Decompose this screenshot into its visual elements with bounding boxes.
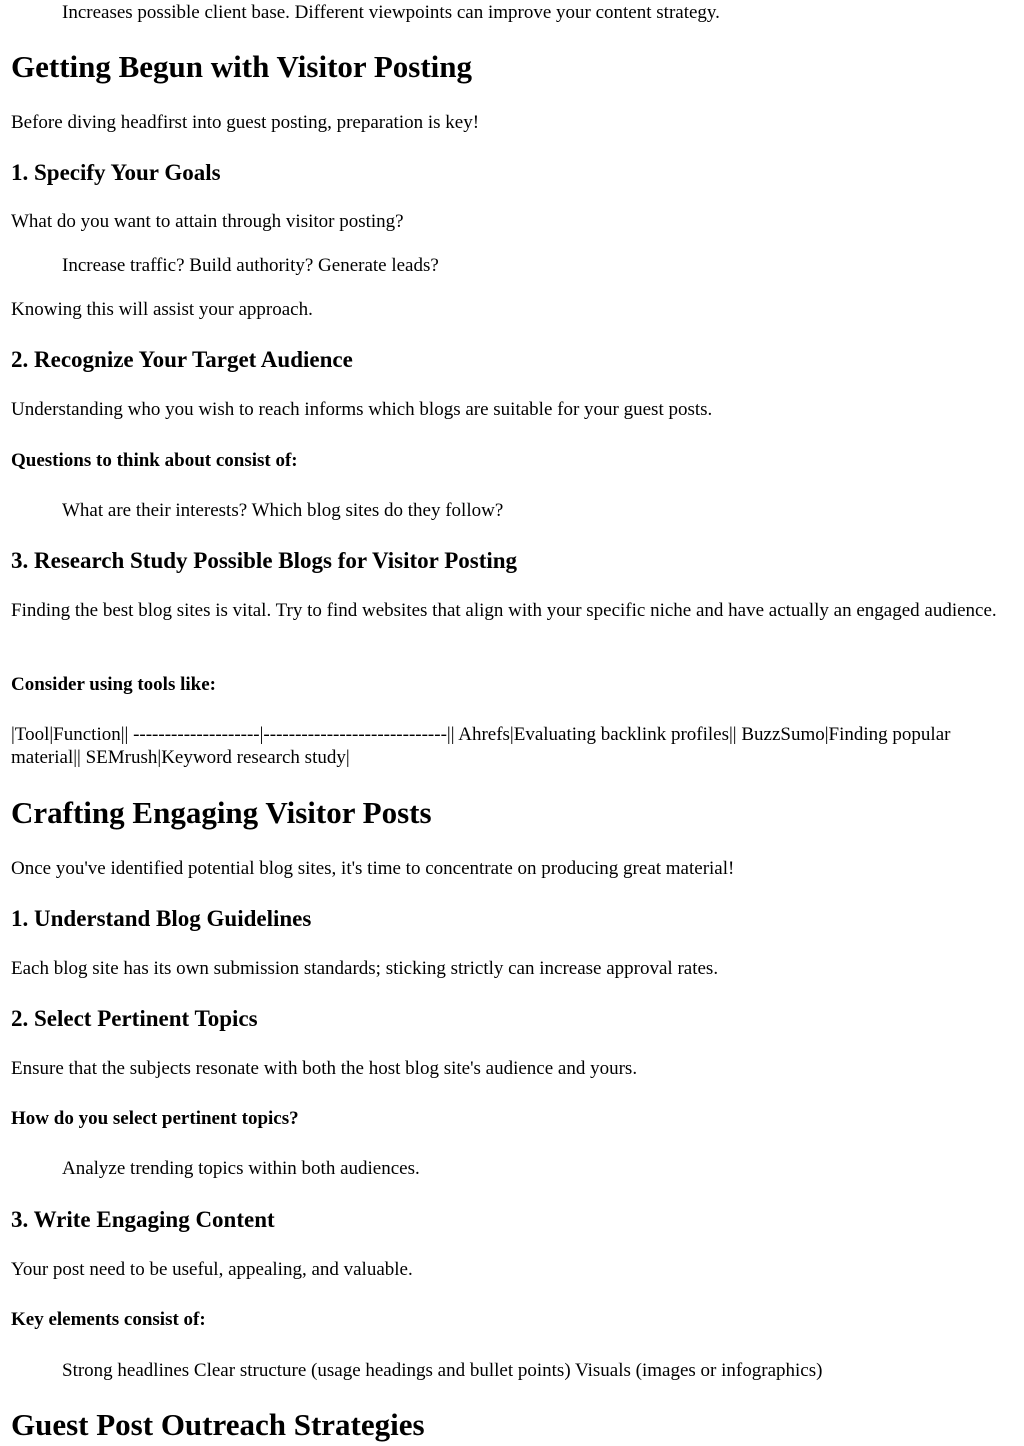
heading-engaging-content: 3. Write Engaging Content [11,1207,275,1232]
heading-target-audience: 2. Recognize Your Target Audience [11,347,353,372]
goals-list: Increase traffic? Build authority? Generate leads? [62,255,439,276]
audience-text: Understanding who you wish to reach informs which blogs are suitable for your guest posts. [11,399,713,420]
goals-question: What do you want to attain through visitor posting? [11,211,404,232]
heading-blog-guidelines: 1. Understand Blog Guidelines [11,906,312,931]
heading-outreach: Guest Post Outreach Strategies [11,1407,425,1442]
heading-crafting: Crafting Engaging Visitor Posts [11,795,432,830]
topics-text: Ensure that the subjects resonate with both the host blog site's audience and yours. [11,1058,638,1079]
topics-subheading: How do you select pertinent topics? [11,1108,299,1129]
tools-table-text: |Tool|Function|| --------------------|-----------------------------|| Ahrefs|Evaluating backlink profiles|| BuzzSumo|Finding popular material|| SEMrush|Keyword research study| [11,724,951,768]
audience-list: What are their interests? Which blog sites do they follow? [62,500,504,521]
topics-list: Analyze trending topics within both audiences. [62,1158,420,1179]
content-subheading: Key elements consist of: [11,1309,206,1330]
guidelines-text: Each blog site has its own submission standards; sticking strictly can increase approval rates. [11,958,719,979]
getting-begun-intro: Before diving headfirst into guest posting, preparation is key! [11,112,480,133]
crafting-intro: Once you've identified potential blog sites, it's time to concentrate on producing great material! [11,858,735,879]
heading-specify-goals: 1. Specify Your Goals [11,160,221,185]
audience-subheading: Questions to think about consist of: [11,450,298,471]
research-text: Finding the best blog sites is vital. Try to find websites that align with your specific niche and have actually an engaged audience. [11,600,997,621]
heading-pertinent-topics: 2. Select Pertinent Topics [11,1006,258,1031]
heading-research-blogs: 3. Research Study Possible Blogs for Visitor Posting [11,548,518,573]
research-subheading: Consider using tools like: [11,674,216,695]
content-text: Your post need to be useful, appealing, and valuable. [11,1259,413,1280]
heading-getting-begun: Getting Begun with Visitor Posting [11,49,473,84]
intro-list-line: Increases possible client base. Different viewpoints can improve your content strategy. [62,2,720,23]
content-list: Strong headlines Clear structure (usage headings and bullet points) Visuals (images or infographics) [62,1360,823,1381]
goals-note: Knowing this will assist your approach. [11,299,313,320]
